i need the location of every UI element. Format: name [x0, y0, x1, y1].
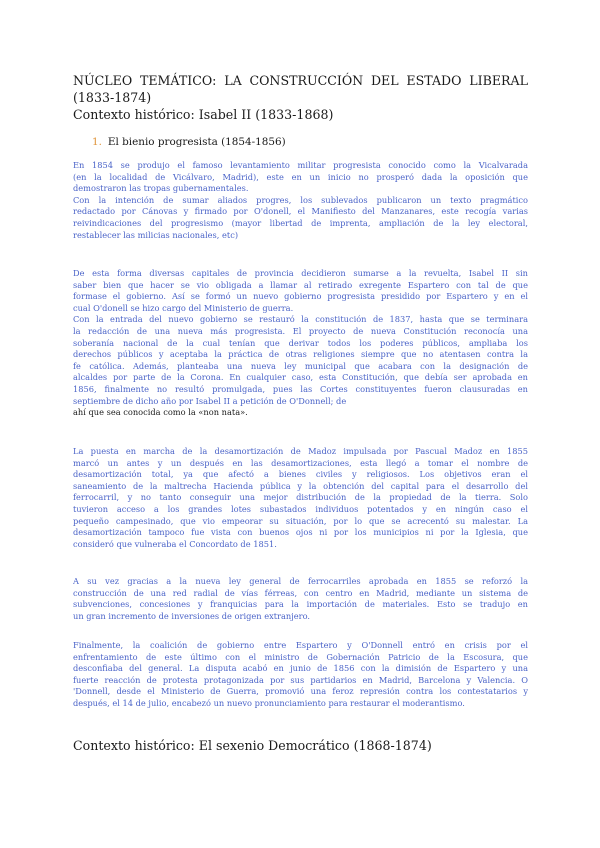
text-line: ferrocarril, y no tanto conseguir una mejor distribución de la propiedad de la tierra. Solo: [73, 492, 528, 503]
paragraph-gobierno-progresista: [73, 268, 528, 419]
text-line: desamortización total, ya que afectó a bienes civiles y religiosos. Los objetivos eran el: [73, 469, 528, 480]
text-line: la redacción de una nueva más progresista. El proyecto de nueva Constitución reconocía una: [73, 325, 528, 336]
text-line: alcaldes por parte de la Corona. En cualquier caso, esta Constitución, que debía ser aprobada en: [73, 372, 528, 383]
paragraph-ferrocarriles: [73, 576, 528, 622]
text-line: 'Donnell, desde el Ministerio de Guerra, promovió una feroz represión contra los contestatarios y: [73, 686, 528, 697]
paragraph-crisis-coalicion: [73, 640, 528, 710]
text-line: fuerte reacción de protesta protagonizada por sus partidarios en Madrid, Barcelona y Valencia. O: [73, 674, 528, 685]
text-line: un gran incremento de inversiones de origen extranjero.: [73, 610, 311, 621]
text-line: construcción de una red radial de vías férreas, con centro en Madrid, mediante un sistema de: [73, 587, 528, 598]
text-line: Finalmente, la coalición de gobierno entre Espartero y O'Donnell entró en crisis por el: [73, 640, 528, 650]
text-line: cual O'donell se hizo cargo del Ministerio de guerra.: [73, 302, 294, 313]
text-line: saneamiento de la maltrecha Hacienda pública y la obtención del capital para el desarrollo del: [73, 480, 528, 491]
section-heading: [92, 135, 286, 149]
text-line: 1856, finalmente no resultó promulgada, pues las Cortes constituyentes fueron clausuradas en: [73, 383, 528, 394]
text-line: La puesta en marcha de la desamortización de Madoz impulsada por Pascual Madoz en 1855: [73, 446, 528, 456]
text-line: saber bien que hacer se vio obligada a llamar al retirado exregente Espartero con tal de que: [73, 279, 528, 290]
text-line: después, el 14 de julio, encabezó un nuevo pronunciamiento para restaurar el moderantismo.: [73, 697, 465, 708]
text-line: marcó un antes y un después en las desamortizaciones, esta llegó a tomar el nombre de: [73, 457, 528, 468]
text-line: septiembre de dicho año por Isabel II a petición de O'Donnell; de: [73, 395, 347, 406]
text-line: demostraron las tropas gubernamentales.: [73, 183, 249, 194]
text-line: (en la localidad de Vicálvaro, Madrid), este en un inicio no prosperó dada la oposición que: [73, 171, 528, 182]
text-line: consideró que vulneraba el Concordato de 1851.: [73, 538, 277, 549]
text-line: Con la entrada del nuevo gobierno se restauró la constitución de 1837, hasta que se terminara: [73, 314, 528, 325]
text-line: enfrentamiento de este último con el ministro de Gobernación Patricio de la Escosura, que: [73, 651, 528, 662]
document-title-line-1: NÚCLEO TEMÁTICO: LA CONSTRUCCIÓN DEL ESTADO LIBERAL: [73, 73, 528, 88]
text-line: De esta forma diversas capitales de provincia decidieron sumarse a la revuelta, Isabel II sin: [73, 268, 528, 278]
text-line: redactado por Cánovas y firmado por O'donell, el Manifiesto del Manzanares, este recogía varias: [73, 206, 528, 217]
text-line: tuvieron acceso a los grandes lotes subastados individuos potentados y en ningún caso el: [73, 503, 528, 514]
document-title-line-2: (1833-1874): [73, 90, 152, 105]
text-line: desamortización tampoco fue vista con buenos ojos ni por los municipios ni por la Iglesia, que: [73, 527, 528, 538]
text-line: Con la intención de sumar aliados progres, los sublevados publicaron un texto pragmático: [73, 194, 528, 205]
text-line: restablecer las milicias nacionales, etc): [73, 229, 239, 240]
text-line: ahí que sea conocida como la «non nata».: [73, 407, 248, 418]
section-title: El bienio progresista (1854-1856): [107, 136, 286, 148]
text-line: En 1854 se produjo el famoso levantamiento militar progresista conocido como la Vicalvarada: [73, 160, 528, 170]
text-line: A su vez gracias a la nueva ley general de ferrocarriles aprobada en 1855 se reforzó la: [73, 576, 528, 586]
text-line: pequeño campesinado, que vio empeorar su situación, por lo que se acrecentó su malestar. La: [73, 515, 528, 526]
text-line: reivindicaciones del progresismo (mayor libertad de imprenta, ampliación de la ley electoral,: [73, 217, 528, 228]
section-number: 1.: [92, 136, 102, 148]
text-line: fe católica. Además, planteaba una nueva ley municipal que acabara con la designación de: [73, 360, 528, 371]
text-line: desconfiaba del general. La disputa acabó en junio de 1856 con la dimisión de Espartero y una: [73, 663, 528, 674]
context-heading-isabel: Contexto histórico: Isabel II (1833-1868): [73, 107, 334, 122]
paragraph-vicalvarada: [73, 160, 528, 241]
paragraph-desamortizacion-madoz: [73, 446, 528, 550]
text-line: soberanía nacional de la cual tenían que derivar todos los poderes públicos, ampliaba los: [73, 337, 528, 348]
text-line: derechos públicos y aceptaba la práctica de otras religiones siempre que no atentasen contra la: [73, 349, 528, 360]
text-line: formase el gobierno. Así se formó un nuevo gobierno progresista presidido por Espartero y en el: [73, 291, 528, 302]
text-line: subvenciones, concesiones y franquicias para la importación de materiales. Esto se tradujo en: [73, 599, 528, 610]
context-heading-sexenio: Contexto histórico: El sexenio Democrático (1868-1874): [73, 738, 432, 753]
